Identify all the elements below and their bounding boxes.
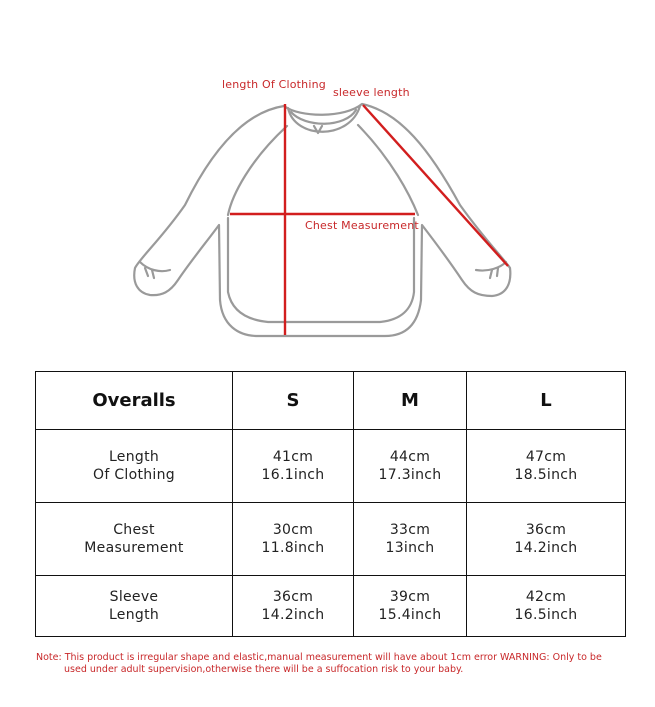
cell-cm: 30cm bbox=[272, 522, 314, 538]
row-label-line: Measurement bbox=[84, 540, 184, 556]
warning-note bbox=[36, 652, 626, 676]
table-row bbox=[36, 576, 626, 637]
cell-inch: 14.2inch bbox=[261, 607, 325, 623]
cell-cm: 39cm bbox=[389, 589, 431, 605]
sleeve-length-label: sleeve length bbox=[333, 86, 410, 99]
cell-inch: 17.3inch bbox=[378, 467, 442, 483]
size-chart-table bbox=[35, 371, 626, 637]
chest-measurement-label: Chest Measurement bbox=[305, 219, 419, 232]
table-row bbox=[36, 503, 626, 576]
row-label-line: Sleeve bbox=[109, 589, 159, 605]
header-size-l: L bbox=[467, 372, 626, 430]
cell-inch: 15.4inch bbox=[378, 607, 442, 623]
cell-cm: 47cm bbox=[525, 449, 567, 465]
note-line-2: used under adult supervision,otherwise there will be a suffocation risk to your baby. bbox=[64, 664, 464, 675]
row-label-line: Length bbox=[108, 449, 160, 465]
table-header-row bbox=[36, 372, 626, 430]
row-label-line: Length bbox=[108, 607, 160, 623]
header-overalls: Overalls bbox=[36, 372, 233, 430]
table-cell bbox=[467, 503, 626, 576]
table-cell bbox=[354, 503, 467, 576]
header-size-m: M bbox=[354, 372, 467, 430]
cell-inch: 11.8inch bbox=[261, 540, 325, 556]
cell-cm: 36cm bbox=[525, 522, 567, 538]
table-cell bbox=[354, 576, 467, 637]
cell-cm: 42cm bbox=[525, 589, 567, 605]
cell-cm: 33cm bbox=[389, 522, 431, 538]
cell-inch: 14.2inch bbox=[514, 540, 578, 556]
row-label bbox=[36, 430, 233, 503]
header-size-s: S bbox=[233, 372, 354, 430]
table-row bbox=[36, 430, 626, 503]
table-cell bbox=[467, 576, 626, 637]
cell-cm: 41cm bbox=[272, 449, 314, 465]
cell-inch: 13inch bbox=[385, 540, 435, 556]
garment-diagram bbox=[0, 0, 655, 350]
cell-cm: 36cm bbox=[272, 589, 314, 605]
row-label bbox=[36, 503, 233, 576]
table-cell bbox=[233, 503, 354, 576]
cell-inch: 16.5inch bbox=[514, 607, 578, 623]
cell-cm: 44cm bbox=[389, 449, 431, 465]
length-of-clothing-label: length Of Clothing bbox=[222, 78, 326, 91]
table-cell bbox=[233, 430, 354, 503]
cell-inch: 16.1inch bbox=[261, 467, 325, 483]
table-cell bbox=[467, 430, 626, 503]
cell-inch: 18.5inch bbox=[514, 467, 578, 483]
bib-illustration bbox=[0, 0, 655, 350]
row-label-line: Chest bbox=[113, 522, 155, 538]
note-line-1: Note: This product is irregular shape and elastic,manual measurement will have about 1cm error WARNING: Only to be bbox=[36, 652, 602, 663]
table-cell bbox=[233, 576, 354, 637]
row-label-line: Of Clothing bbox=[93, 467, 175, 483]
table-cell bbox=[354, 430, 467, 503]
row-label bbox=[36, 576, 233, 637]
